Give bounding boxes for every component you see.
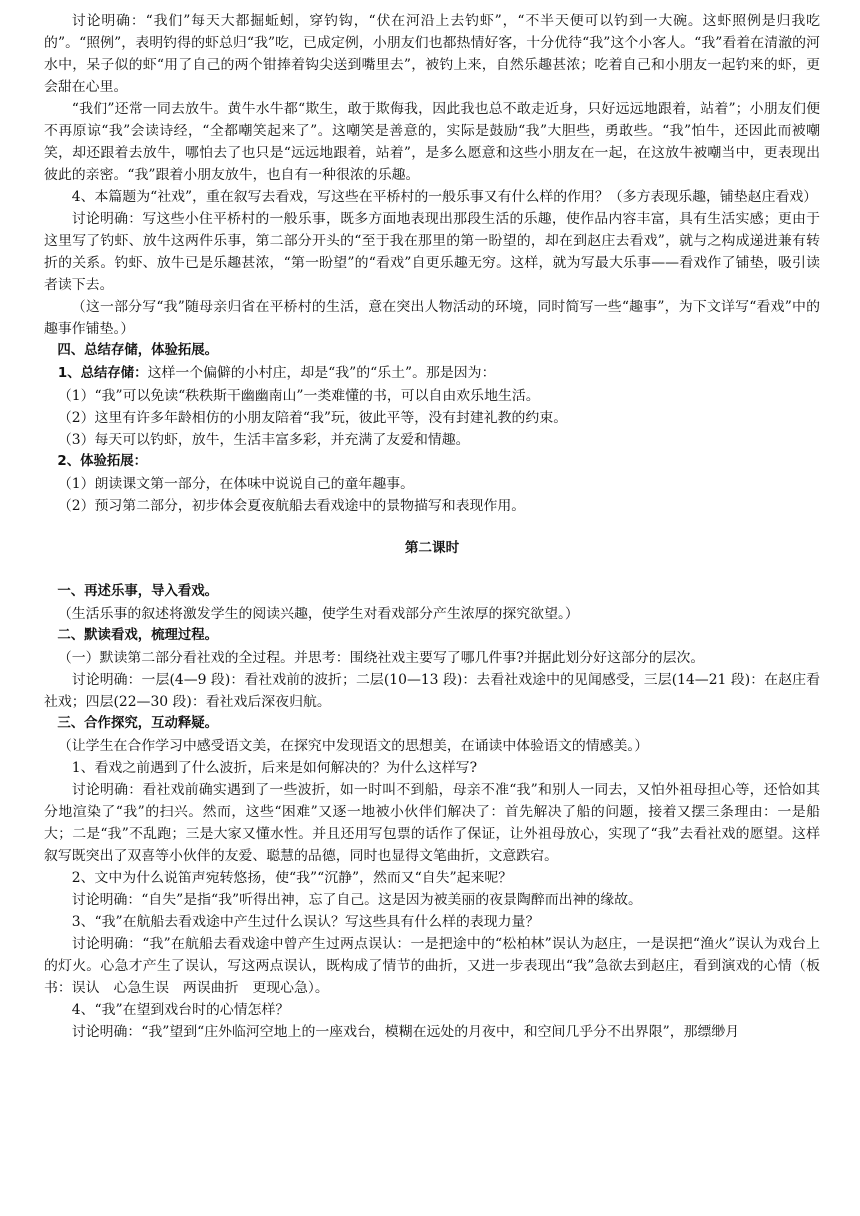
discussion-paragraph: 讨论明确：一层(4—9 段)：看社戏前的波折；二层(10—13 段)：去看社戏途中的见闻感受，三层(14—21 段)：在赵庄看社戏；四层(22—30 段)：看社戏后深夜归航。 [44,672,820,710]
list-item: （1）“我”可以免读“秩秩斯干幽幽南山”一类难懂的书，可以自由欢乐地生活。 [57,388,540,404]
question-3: 3、“我”在航船去看戏途中产生过什么误认？写这些具有什么样的表现力量？ [71,914,540,930]
section-heading-4: 四、总结存储，体验拓展。 [57,343,219,358]
discussion-paragraph: 讨论明确：看社戏前确实遇到了一些波折，如一时叫不到船，母亲不准“我”和别人一同去，又怕外祖母担心等，还恰如其分地渲染了“我”的扫兴。然而，这些“困难”又逐一地被小伙伴们解决了：首先解决了船的问题，接着又摆三条理由：一是船大；二是“我”不乱跑；三是大家又懂水性。并且还用写包票的话作了保证，让外祖母放心，实现了“我”去看社戏的愿望。这样叙写既突出了双喜等小伙伴的友爱、聪慧的品德，同时也显得文笔曲折，文意跌宕。 [44,782,820,864]
list-item: （1）朗读课文第一部分，在体味中说说自己的童年趣事。 [57,476,414,492]
note-paragraph: （这一部分写“我”随母亲归省在平桥村的生活，意在突出人物活动的环境，同时简写一些“趣事”，为下文详写“看戏”中的趣事作铺垫。） [44,299,820,337]
list-item: （2）预习第二部分，初步体会夏夜航船去看戏途中的景物描写和表现作用。 [57,498,526,514]
list-item: （3）每天可以钓虾，放牛，生活丰富多彩，并充满了友爱和情趣。 [57,432,470,448]
discussion-paragraph: 讨论明确：写这些小住平桥村的一般乐事，既多方面地表现出那段生活的乐趣，使作品内容丰富，具有生活实感；更由于这里写了钓虾、放牛这两件乐事，第二部分开头的“至于我在那里的第一盼望的，却在到赵庄去看戏”，就与之构成递进兼有转折的关系。钓虾、放牛已是乐趣甚浓，“第一盼望”的“看戏”自更乐趣无穷。这样，就为写最大乐事——看戏作了铺垫，吸引读者读下去。 [44,211,820,293]
list-item: （2）这里有许多年龄相仿的小朋友陪着“我”玩，彼此平等，没有封建礼教的约束。 [57,410,568,426]
experience-heading: 2、体验拓展： [57,454,148,469]
question-2: 2、文中为什么说笛声宛转悠扬，使“我”“沉静”，然而又“自失”起来呢？ [71,870,513,886]
section-heading-2: 二、默读看戏，梳理过程。 [57,628,219,643]
document-page [44,10,820,1043]
discussion-paragraph: 讨论明确：“我”在航船去看戏途中曾产生过两点误认：一是把途中的“松柏林”误认为赵庄，一是误把“渔火”误认为戏台上的灯火。心急才产生了误认，写这两点误认，既构成了情节的曲折，又进一步表现出“我”急欲去到赵庄，看到演戏的心情（板书：误认 心急生误 两误曲折 更现心急）。 [44,936,820,996]
summary-heading: 1、总结存储： [57,366,148,381]
lesson-title: 第二课时 [404,540,460,556]
question-1: 1、看戏之前遇到了什么波折，后来是如何解决的？为什么这样写? [71,760,478,776]
note-paragraph: （生活乐事的叙述将激发学生的阅读兴趣，使学生对看戏部分产生浓厚的探究欲望。） [57,606,579,622]
question-paragraph: （一）默读第二部分看社戏的全过程。并思考：围绕社戏主要写了哪几件事?并据此划分好这部分的层次。 [57,650,705,666]
section-heading-3: 三、合作探究，互动释疑。 [57,716,219,731]
note-paragraph: （让学生在合作学习中感受语文美，在探究中发现语文的思想美，在诵读中体验语文的情感美。） [57,738,649,754]
section-heading-1: 一、再述乐事，导入看戏。 [57,584,219,599]
question-4: 4、“我”在望到戏台时的心情怎样？ [71,1002,290,1018]
question-4: 4、本篇题为“社戏”，重在叙写去看戏，写这些在平桥村的一般乐事又有什么样的作用？（多方表现乐趣，铺垫赵庄看戏） [71,189,818,205]
discussion-paragraph: 讨论明确：“自失”是指“我”听得出神，忘了自己。这是因为被美丽的夜景陶醉而出神的缘故。 [71,892,642,908]
summary-line [44,362,820,385]
discussion-paragraph: 讨论明确：“我们”每天大都掘蚯蚓，穿钓钩，“伏在河沿上去钓虾”，“不半天便可以钓到一大碗。这虾照例是归我吃的”。“照例”，表明钓得的虾总归“我”吃，已成定例，小朋友们也都热情好客，十分优待“我”这个小客人。“我”看着在清澈的河水中，呆子似的虾“用了自己的两个钳捧着钩尖送到嘴里去”，被钓上来，自然乐趣甚浓；吃着自己和小朋友一起钓来的虾，更会甜在心里。 [44,13,820,95]
discussion-paragraph: “我们”还常一同去放牛。黄牛水牛都“欺生，敢于欺侮我，因此我也总不敢走近身，只好远远地跟着，站着”；小朋友们便不再原谅“我”会读诗经，“全都嘲笑起来了”。这嘲笑是善意的，实际是鼓励“我”大胆些，勇敢些。“我”怕牛，还因此而被嘲笑，却还跟着去放牛，哪怕去了也只是“远远地跟着，站着”，是多么愿意和这些小朋友在一起，在这放牛被嘲当中，更表现出彼此的亲密。“我”跟着小朋友放牛，也自有一种很浓的乐趣。 [44,101,820,183]
discussion-paragraph: 讨论明确：“我”望到“庄外临河空地上的一座戏台，模糊在远处的月夜中，和空间几乎分不出界限”，那缥缈月 [71,1024,740,1040]
summary-text: 这样一个偏僻的小村庄，却是“我”的“乐土”。那是因为： [147,365,496,381]
